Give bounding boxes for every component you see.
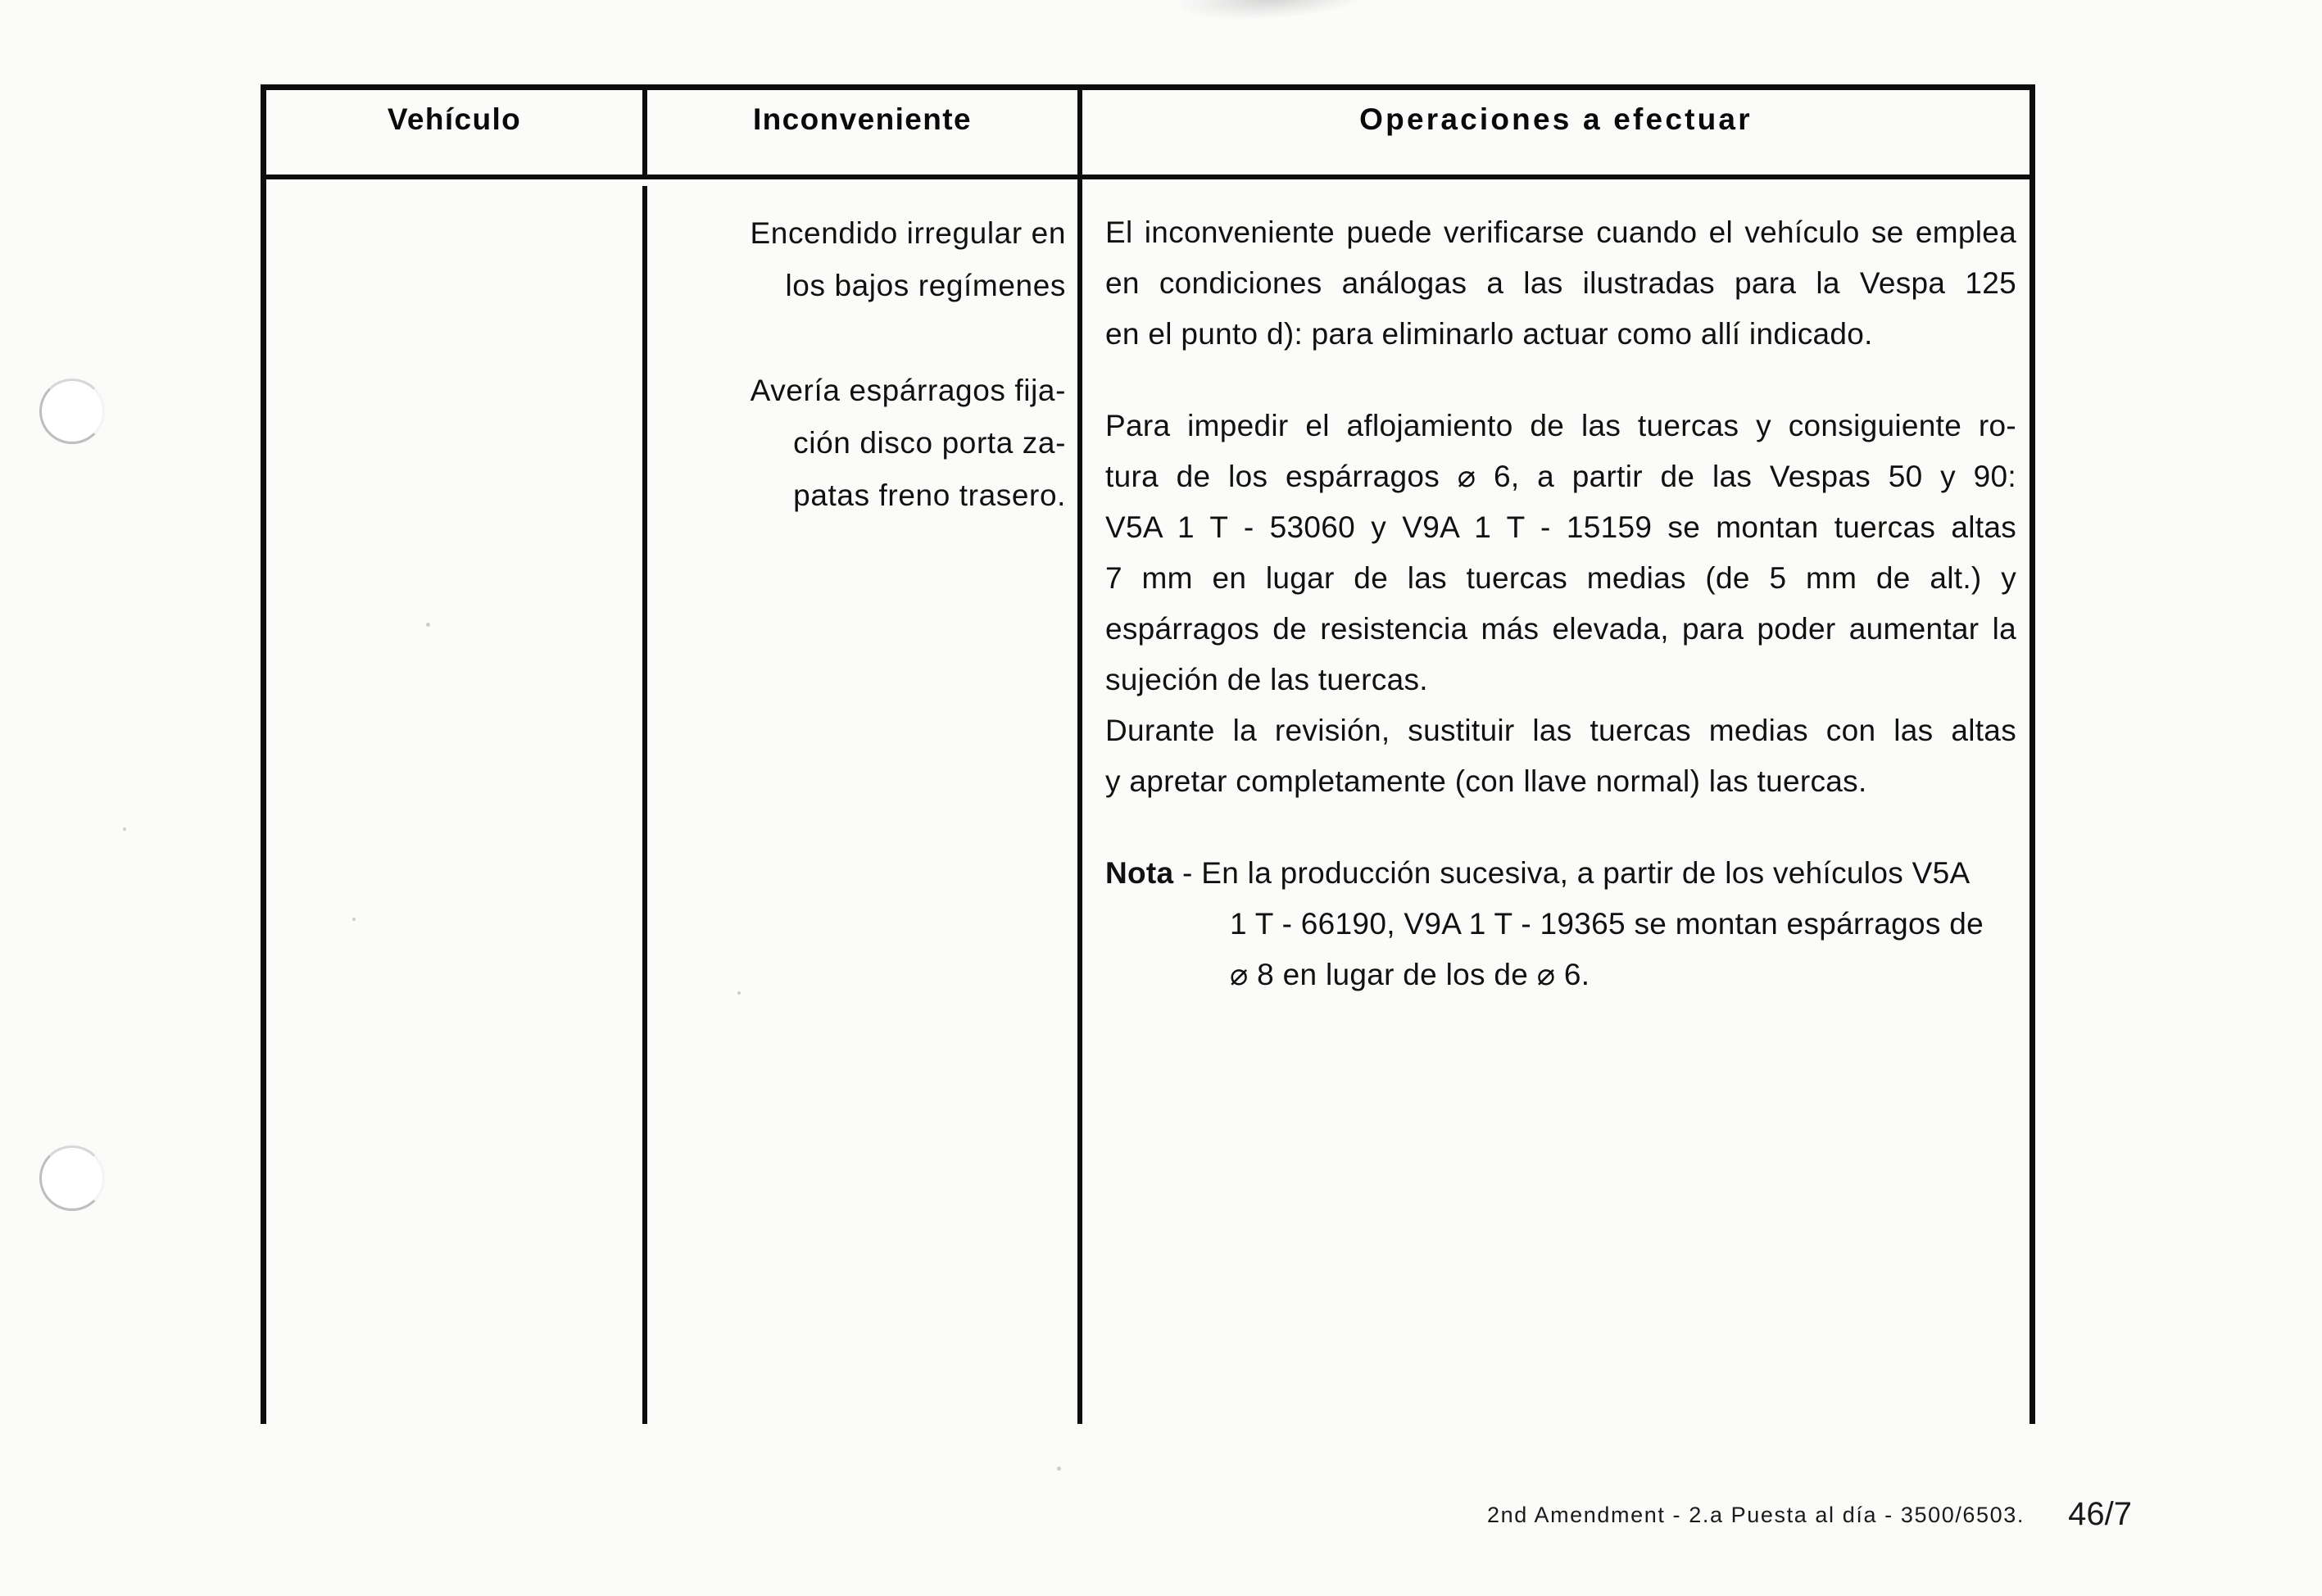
inconveniente-line: ción disco porta za- xyxy=(793,426,1066,460)
column-header-operaciones: Operaciones a efectuar xyxy=(1359,102,1753,136)
paragraph-line: sujeción de las tuercas. xyxy=(1105,663,1428,696)
scan-smudge xyxy=(1179,0,1370,25)
paragraph-line: Durante la revisión, sustituir las tuercas medias con las altas xyxy=(1105,714,2016,747)
note-label: Nota xyxy=(1105,856,1174,890)
page-number: 46/7 xyxy=(2068,1496,2132,1532)
binder-punch-hole-top xyxy=(39,379,105,444)
scan-speck xyxy=(123,827,126,831)
note-dash: - xyxy=(1182,856,1193,890)
paragraph-line: en el punto d): para eliminarlo actuar como allí indicado. xyxy=(1105,317,1873,351)
paragraph-line: en condiciones análogas a las ilustradas para la Vespa 125 xyxy=(1105,266,2016,300)
column-header-vehiculo: Vehículo xyxy=(387,102,522,136)
scan-speck xyxy=(1057,1467,1061,1471)
column-body-operaciones xyxy=(1082,207,2029,1000)
note-block xyxy=(1105,848,2016,1000)
paragraph-line: tura de los espárragos ⌀ 6, a partir de las Vespas 50 y 90: xyxy=(1105,460,2016,493)
operaciones-paragraph-2 xyxy=(1105,401,2016,807)
inconveniente-line: los bajos regímenes xyxy=(785,269,1066,302)
inconveniente-entry xyxy=(647,365,1066,522)
table-right-border xyxy=(2029,84,2035,1424)
paragraph-line: Para impedir el aflojamiento de las tuercas y consiguiente ro- xyxy=(1105,409,2016,442)
table-header-separator xyxy=(261,175,2035,179)
inconveniente-entry xyxy=(647,207,1066,312)
note-line-text: ⌀ 8 en lugar de los de ⌀ 6. xyxy=(1230,958,1590,991)
note-line-text: En la producción sucesiva, a partir de los vehículos V5A xyxy=(1201,856,1971,890)
column-body-inconveniente xyxy=(647,207,1077,522)
inconveniente-line: Encendido irregular en xyxy=(750,216,1066,250)
paragraph-line: El inconveniente puede verificarse cuando el vehículo se emplea xyxy=(1105,215,2016,249)
paragraph-line: espárragos de resistencia más elevada, para poder aumentar la xyxy=(1105,612,2016,646)
page-footer xyxy=(1487,1496,2265,1533)
inconveniente-line: patas freno trasero. xyxy=(793,478,1066,512)
paragraph-line: V5A 1 T - 53060 y V9A 1 T - 15159 se montan tuercas altas xyxy=(1105,510,2016,544)
revision-note: 2nd Amendment - 2.a Puesta al día - 3500/6503. xyxy=(1487,1503,2025,1527)
binder-punch-hole-bottom xyxy=(39,1145,105,1211)
note-line-text: 1 T - 66190, V9A 1 T - 19365 se montan espárragos de xyxy=(1230,907,1984,941)
note-first-line xyxy=(1105,848,2016,899)
inconveniente-line: Avería espárragos fija- xyxy=(750,374,1066,407)
paragraph-line: y apretar completamente (con llave normal) las tuercas. xyxy=(1105,764,1867,798)
troubleshooting-table xyxy=(261,84,2035,1424)
paragraph-line: 7 mm en lugar de las tuercas medias (de 5 mm de alt.) y xyxy=(1105,561,2016,595)
table-top-border xyxy=(261,84,2035,90)
column-header-inconveniente: Inconveniente xyxy=(753,102,972,136)
table-left-border xyxy=(261,84,266,1424)
operaciones-paragraph-1 xyxy=(1105,207,2016,360)
